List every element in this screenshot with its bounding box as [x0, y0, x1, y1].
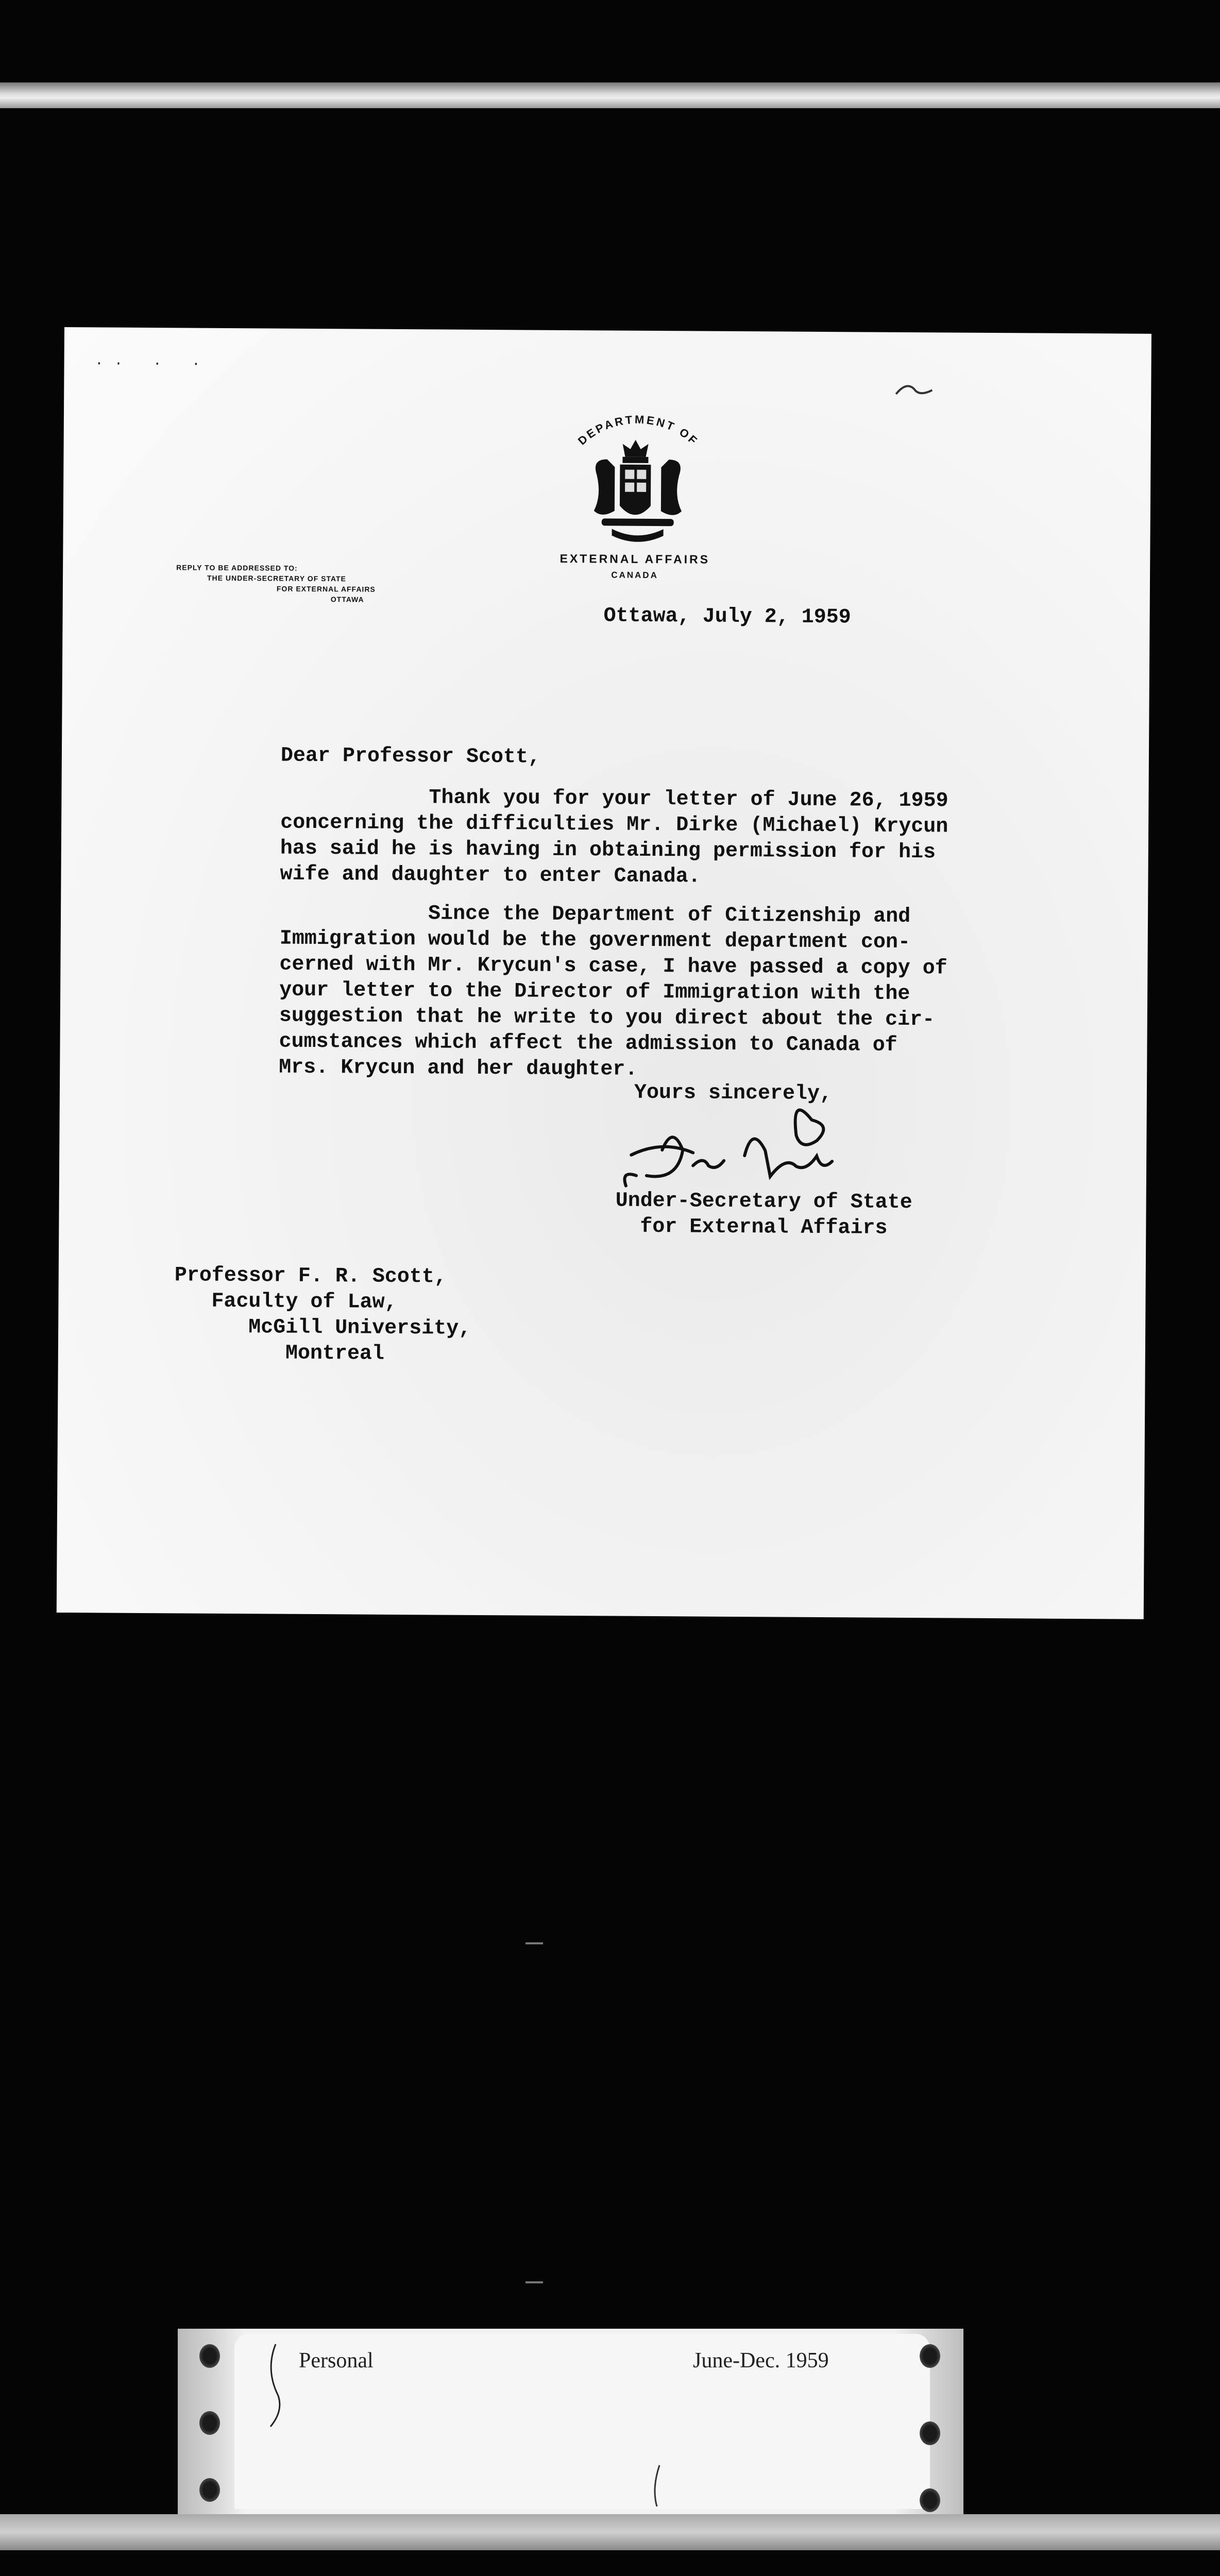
film-tick-mark [526, 1942, 543, 1944]
microfilm-top-strip [0, 82, 1220, 108]
punch-hole [920, 2344, 940, 2368]
reply-line: FOR EXTERNAL AFFAIRS [276, 584, 376, 594]
reply-address-block [176, 562, 376, 604]
reply-line: THE UNDER-SECRETARY OF STATE [207, 573, 346, 583]
folder-dates: June-Dec. 1959 [693, 2349, 829, 2372]
letter-date: Ottawa, July 2, 1959 [603, 604, 851, 630]
pen-scrawl-icon [260, 2339, 291, 2494]
pencil-mark-icon [891, 379, 937, 405]
punch-hole [920, 2488, 940, 2512]
microfilm-bottom-strip [0, 2514, 1220, 2550]
letter-salutation: Dear Professor Scott, [280, 744, 541, 769]
department-crest [529, 408, 747, 564]
letter-paragraph-1: Thank you for your letter of June 26, 1959 concerning the difficulties Mr. Dirke (Michael) Krycun has said he is having in obtaining permission for his wife and daughter to enter Canada. [280, 785, 948, 889]
letter-page [57, 327, 1151, 1619]
letter-paragraph-2: Since the Department of Citizenship and Immigration would be the government department con- cerned with Mr. Krycun's case, I have passed a copy of your letter to the Director of Immigration with the suggestion that he write to you direct about the cir- cumstances which affect the admission to Canada of Mrs. Krycun and her daughter. [279, 901, 947, 1081]
letter-closing: Yours sincerely, [634, 1081, 833, 1106]
punch-hole [920, 2421, 940, 2445]
pen-scrawl-icon [641, 2463, 672, 2509]
reply-line: OTTAWA [330, 595, 364, 604]
reply-line: REPLY TO BE ADDRESSED TO: [176, 563, 298, 572]
department-country: CANADA [611, 570, 658, 581]
film-tick-mark [526, 2281, 543, 2283]
signatory-title: Under-Secretary of State for External Affairs [615, 1189, 912, 1240]
department-name: EXTERNAL AFFAIRS [560, 551, 710, 566]
svg-text:DEPARTMENT OF: DEPARTMENT OF [575, 413, 701, 448]
punch-hole [199, 2411, 220, 2435]
paper-specks: ·· · · [95, 355, 212, 372]
recipient-address: Professor F. R. Scott, Faculty of Law, McGill University, Montreal [174, 1264, 471, 1366]
punch-hole [199, 2478, 220, 2502]
folder-tab-card [178, 2329, 963, 2517]
punch-hole [199, 2344, 220, 2368]
folder-label: Personal [299, 2349, 374, 2372]
